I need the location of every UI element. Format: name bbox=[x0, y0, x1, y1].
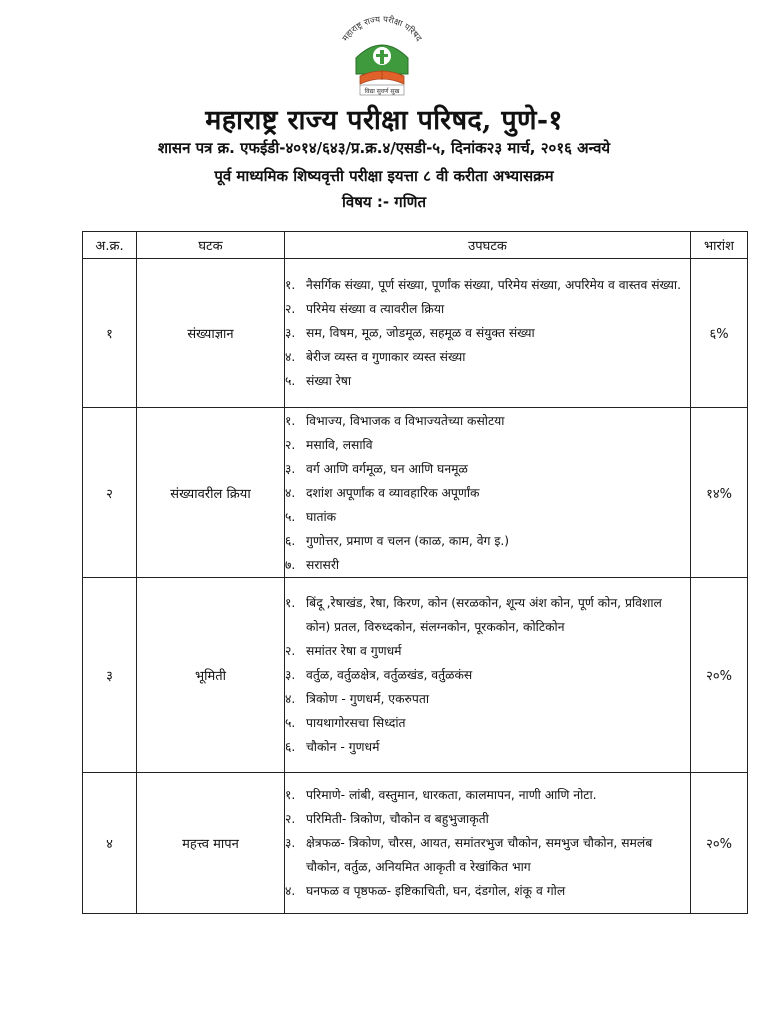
list-item: ५. पायथागोरसचा सिध्दांत bbox=[285, 716, 406, 730]
col-header-weightage: भारांश bbox=[691, 232, 748, 259]
table-header-row bbox=[83, 232, 748, 259]
list-item: २. समांतर रेषा व गुणधर्म bbox=[285, 644, 402, 658]
subunit-list bbox=[285, 773, 691, 914]
subject-heading: विषय :- गणित bbox=[342, 193, 426, 211]
unit-name: भूमिती bbox=[137, 578, 285, 773]
col-header-subunit: उपघटक bbox=[285, 232, 691, 259]
svg-text:महाराष्ट्र राज्य परीक्षा परिषद bbox=[341, 14, 424, 43]
list-item: १. परिमाणे- लांबी, वस्तुमान, धारकता, कालमापन, नाणी आणि नोटा. bbox=[285, 788, 597, 802]
subunit-list bbox=[285, 578, 691, 773]
weightage: २०% bbox=[691, 578, 748, 773]
col-header-unit: घटक bbox=[137, 232, 285, 259]
serial-number: ४ bbox=[83, 773, 137, 914]
list-item: ५. घातांक bbox=[285, 509, 337, 524]
serial-number: ३ bbox=[83, 578, 137, 773]
list-item: १. बिंदू ,रेषाखंड, रेषा, किरण, कोन (सरळकोन, शून्य अंश कोन, पूर्ण कोन, प्रविशाल कोन) प्रतल, विरुध्दकोन, संलग्नकोन, पूरककोन, कोटिकोन bbox=[285, 596, 662, 634]
subunit-list bbox=[285, 259, 691, 408]
weightage: १४% bbox=[691, 408, 748, 578]
list-item: २. परिमिती- त्रिकोण, चौकोन व बहुभुजाकृती bbox=[285, 812, 489, 826]
list-item: ४. दशांश अपूर्णांक व व्यावहारिक अपूर्णांक bbox=[285, 485, 480, 500]
unit-name: संख्याज्ञान bbox=[137, 259, 285, 408]
list-item: १. नैसर्गिक संख्या, पूर्ण संख्या, पूर्णांक संख्या, परिमेय संख्या, अपरिमेय व वास्तव संख्या. bbox=[285, 278, 681, 292]
page-title: महाराष्ट्र राज्य परीक्षा परिषद, पुणे-१ bbox=[205, 105, 563, 136]
list-item: ६. गुणोत्तर, प्रमाण व चलन (काळ, काम, वेग इ.) bbox=[285, 533, 510, 548]
list-item: ४. त्रिकोण - गुणधर्म, एकरुपता bbox=[285, 692, 430, 706]
syllabus-heading: पूर्व माध्यमिक शिष्यवृत्ती परीक्षा इयत्ता ८ वी करीता अभ्यासक्रम bbox=[214, 167, 554, 185]
weightage: ६% bbox=[691, 259, 748, 408]
table-row bbox=[83, 578, 748, 773]
unit-name: संख्यावरील क्रिया bbox=[137, 408, 285, 578]
unit-name: महत्त्व मापन bbox=[137, 773, 285, 914]
list-item: ३. वर्ग आणि वर्गमूळ, घन आणि घनमूळ bbox=[285, 461, 468, 476]
subunit-list bbox=[285, 408, 691, 578]
table-row bbox=[83, 773, 748, 914]
list-item: २. मसावि, लसावि bbox=[285, 437, 373, 452]
list-item: ४. बेरीज व्यस्त व गुणाकार व्यस्त संख्या bbox=[285, 350, 466, 364]
serial-number: २ bbox=[83, 408, 137, 578]
list-item: ३. सम, विषम, मूळ, जोडमूळ, सहमूळ व संयुक्त संख्या bbox=[285, 326, 535, 340]
list-item: ३. क्षेत्रफळ- त्रिकोण, चौरस, आयत, समांतरभुज चौकोन, समभुज चौकोन, समलंब चौकोन, वर्तुळ, अनियमित आकृती व रेखांकित भाग bbox=[285, 836, 653, 874]
syllabus-table bbox=[82, 231, 748, 914]
list-item: ६. चौकोन - गुणधर्म bbox=[285, 740, 380, 754]
list-item: २. परिमेय संख्या व त्यावरील क्रिया bbox=[285, 302, 445, 316]
table-row bbox=[83, 408, 748, 578]
list-item: ७. सरासरी bbox=[285, 557, 340, 572]
board-logo bbox=[326, 14, 438, 100]
government-reference: शासन पत्र क्र. एफईडी-४०१४/६४३/प्र.क्र.४/एसडी-५, दिनांक२३ मार्च, २०१६ अन्वये bbox=[157, 139, 611, 157]
logo-arc-text: महाराष्ट्र राज्य परीक्षा परिषद bbox=[340, 14, 424, 44]
list-item: ४. घनफळ व पृष्ठफळ- इष्टिकाचिती, घन, दंडगोल, शंकू व गोल bbox=[285, 884, 566, 898]
table-row bbox=[83, 259, 748, 408]
list-item: १. विभाज्य, विभाजक व विभाज्यतेच्या कसोटया bbox=[285, 413, 505, 428]
logo-motto: विद्या सुवर्ण सुख bbox=[364, 88, 400, 95]
list-item: ५. संख्या रेषा bbox=[285, 374, 352, 388]
list-item: ३. वर्तुळ, वर्तुळक्षेत्र, वर्तुळखंड, वर्तुळकंस bbox=[285, 668, 473, 682]
weightage: २०% bbox=[691, 773, 748, 914]
serial-number: १ bbox=[83, 259, 137, 408]
col-header-serial: अ.क्र. bbox=[83, 232, 137, 259]
